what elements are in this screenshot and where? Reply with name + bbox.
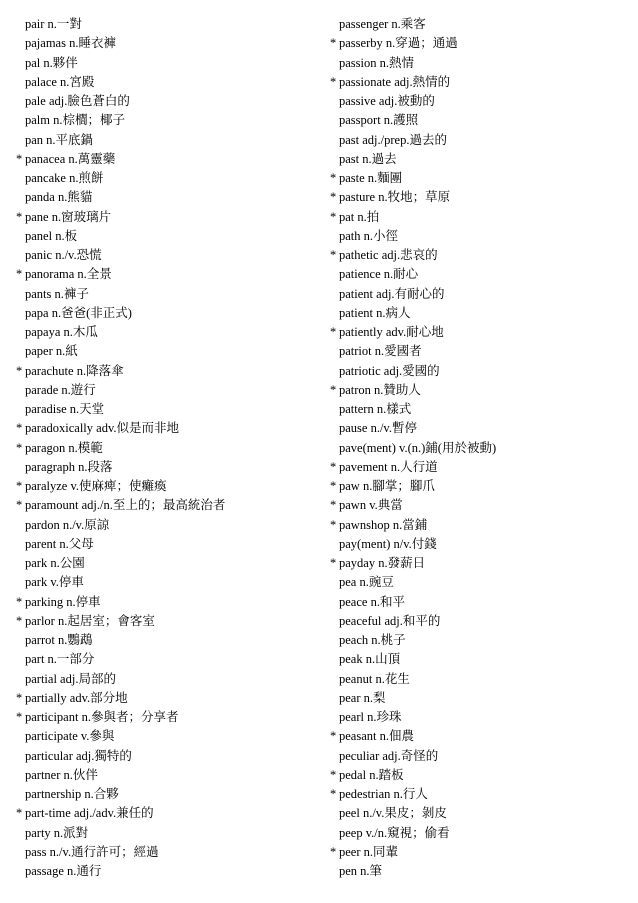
vocab-entry [16, 150, 316, 169]
vocab-text: parachute n.降落傘 [25, 363, 124, 378]
vocab-entry [16, 131, 316, 150]
vocab-text: panorama n.全景 [25, 267, 112, 282]
vocab-text: peak n.山頂 [339, 652, 401, 667]
vocab-entry [330, 342, 630, 361]
vocab-text: patiently adv.耐心地 [339, 325, 444, 339]
vocab-text: paradoxically adv.似是而非地 [25, 421, 180, 436]
vocab-text: pan n.平底鍋 [25, 132, 94, 147]
vocab-entry [330, 516, 630, 535]
vocab-text: peculiar adj.奇怪的 [339, 748, 439, 763]
vocab-text: paragon n.模範 [25, 440, 103, 455]
vocab-entry [330, 631, 630, 650]
vocab-text: passive adj.被動的 [339, 94, 435, 108]
vocab-entry [16, 785, 316, 804]
vocab-entry [330, 573, 630, 592]
vocab-entry [330, 708, 630, 727]
vocab-entry [330, 843, 630, 862]
vocab-text: pen n.筆 [339, 864, 383, 878]
vocab-entry [330, 804, 630, 823]
vocab-entry [16, 824, 316, 843]
vocab-text: pat n.拍 [339, 209, 380, 224]
vocab-entry [16, 843, 316, 862]
vocab-entry [16, 477, 316, 496]
vocab-text: panacea n.萬靈藥 [25, 151, 116, 166]
vocab-text: passport n.護照 [339, 113, 419, 128]
vocab-text: pawn v.典當 [339, 498, 403, 513]
asterisk-marker: * [330, 498, 337, 513]
vocab-text: parlor n.起居室；會客室 [25, 613, 155, 628]
vocab-entry [330, 92, 630, 111]
vocab-text: patient n.病人 [339, 305, 411, 320]
vocab-text: pay(ment) n/v.付錢 [339, 536, 437, 551]
vocab-text: passionate adj.熱情的 [339, 74, 451, 89]
vocab-text: parent n.父母 [25, 536, 94, 551]
vocab-entry [330, 650, 630, 669]
vocab-entry [330, 323, 630, 342]
vocab-entry [330, 285, 630, 304]
vocab-text: partially adv.部分地 [25, 690, 128, 705]
vocab-entry [16, 670, 316, 689]
asterisk-marker: * [330, 325, 337, 339]
vocab-text: pardon n./v.原諒 [25, 517, 110, 532]
vocab-text: pave(ment) v.(n.)鋪(用於被動) [339, 440, 497, 455]
vocab-text: patron n.贊助人 [339, 382, 421, 397]
vocab-entry [16, 92, 316, 111]
vocab-text: pedal n.踏板 [339, 767, 404, 782]
vocab-entry [16, 516, 316, 535]
vocab-text: pearl n.珍珠 [339, 710, 402, 724]
vocab-entry [16, 747, 316, 766]
vocab-entry [330, 535, 630, 554]
vocab-text: past n.過去 [339, 151, 397, 166]
vocab-entry [16, 362, 316, 381]
vocab-entry [16, 573, 316, 592]
vocab-text: panda n.熊貓 [25, 190, 93, 205]
vocab-entry [16, 400, 316, 419]
asterisk-marker: * [16, 363, 23, 378]
vocab-entry [16, 111, 316, 130]
vocab-entry [330, 439, 630, 458]
vocab-text: parade n.遊行 [25, 382, 96, 397]
vocab-text: peel n./v.果皮；剝皮 [339, 806, 447, 821]
vocab-text: pale adj.臉色蒼白的 [25, 94, 130, 108]
vocab-text: part-time adj./adv.兼任的 [25, 806, 154, 821]
vocab-entry [330, 419, 630, 438]
asterisk-marker: * [16, 613, 23, 628]
right-word-column [330, 15, 630, 881]
vocab-entry [16, 593, 316, 612]
vocab-entry [330, 227, 630, 246]
vocab-text: patience n.耐心 [339, 267, 419, 282]
vocab-text: payday n.發薪日 [339, 556, 426, 570]
vocab-entry [330, 400, 630, 419]
left-word-column [16, 15, 316, 881]
asterisk-marker: * [330, 36, 337, 51]
vocab-entry [330, 111, 630, 130]
asterisk-marker: * [16, 594, 23, 609]
vocab-entry [16, 246, 316, 265]
vocab-text: peaceful adj.和平的 [339, 613, 441, 628]
asterisk-marker: * [330, 209, 337, 224]
vocab-text: past adj./prep.過去的 [339, 132, 447, 147]
vocab-entry [16, 285, 316, 304]
asterisk-marker: * [330, 729, 337, 744]
vocab-entry [330, 34, 630, 53]
vocab-entry [330, 824, 630, 843]
asterisk-marker: * [16, 440, 23, 455]
vocab-entry [330, 670, 630, 689]
asterisk-marker: * [330, 787, 337, 801]
vocab-text: pea n.豌豆 [339, 575, 394, 590]
asterisk-marker: * [16, 690, 23, 705]
vocab-text: papa n.爸爸(非正式) [25, 305, 132, 320]
vocab-entry [16, 208, 316, 227]
vocab-entry [330, 188, 630, 207]
vocab-text: passage n.通行 [25, 864, 102, 878]
vocab-entry [16, 54, 316, 73]
vocab-text: pavement n.人行道 [339, 459, 438, 474]
vocab-text: park v.停車 [25, 575, 84, 590]
vocab-entry [16, 265, 316, 284]
vocab-entry [330, 54, 630, 73]
vocab-entry [16, 323, 316, 342]
vocab-text: panic n./v.恐慌 [25, 248, 102, 262]
asterisk-marker: * [16, 209, 23, 224]
vocab-entry [330, 747, 630, 766]
vocab-text: palm n.棕櫚；椰子 [25, 113, 125, 128]
vocab-entry [330, 304, 630, 323]
vocab-text: panel n.板 [25, 228, 78, 243]
vocab-entry [16, 169, 316, 188]
asterisk-marker: * [330, 74, 337, 89]
vocab-entry [330, 15, 630, 34]
asterisk-marker: * [330, 382, 337, 397]
asterisk-marker: * [16, 267, 23, 282]
vocab-entry [16, 227, 316, 246]
vocab-text: partial adj.局部的 [25, 671, 116, 686]
vocab-entry [330, 766, 630, 785]
vocab-entry [330, 689, 630, 708]
vocab-text: peanut n.花生 [339, 671, 410, 686]
vocab-text: pattern n.樣式 [339, 402, 412, 416]
vocab-text: pants n.褲子 [25, 286, 89, 301]
vocab-text: parrot n.鸚鵡 [25, 633, 93, 647]
vocab-text: paper n.紙 [25, 344, 78, 359]
vocab-entry [16, 708, 316, 727]
asterisk-marker: * [330, 459, 337, 474]
vocab-entry [330, 265, 630, 284]
asterisk-marker: * [16, 498, 23, 513]
vocab-entry [16, 458, 316, 477]
vocab-text: paradise n.天堂 [25, 402, 105, 416]
vocab-text: patient adj.有耐心的 [339, 286, 445, 301]
vocab-entry [330, 73, 630, 92]
vocab-text: paste n.麵團 [339, 171, 403, 185]
vocab-text: pawnshop n.當鋪 [339, 517, 428, 532]
vocab-text: pasture n.牧地；草原 [339, 190, 451, 205]
vocab-entry [16, 689, 316, 708]
vocab-entry [16, 342, 316, 361]
vocab-entry [330, 458, 630, 477]
vocab-entry [330, 381, 630, 400]
vocab-entry [330, 612, 630, 631]
asterisk-marker: * [16, 479, 23, 493]
vocab-text: particular adj.獨特的 [25, 748, 132, 763]
vocab-entry [16, 34, 316, 53]
vocab-entry [330, 362, 630, 381]
vocab-text: peach n.桃子 [339, 633, 406, 647]
vocab-entry [330, 150, 630, 169]
vocab-text: paramount adj./n.至上的；最高統治者 [25, 498, 226, 513]
vocab-entry [16, 15, 316, 34]
vocab-text: pair n.一對 [25, 17, 82, 31]
vocab-entry [330, 246, 630, 265]
vocab-text: pedestrian n.行人 [339, 787, 428, 801]
vocab-entry [16, 439, 316, 458]
vocab-entry [330, 131, 630, 150]
vocab-text: pal n.夥伴 [25, 55, 78, 70]
vocab-entry [16, 381, 316, 400]
vocab-entry [16, 631, 316, 650]
vocab-entry [16, 862, 316, 881]
vocab-entry [16, 554, 316, 573]
asterisk-marker: * [16, 151, 23, 166]
vocab-text: passion n.熱情 [339, 55, 415, 70]
vocab-entry [330, 169, 630, 188]
vocab-entry [16, 188, 316, 207]
vocab-text: pause n./v.暫停 [339, 421, 417, 436]
vocab-text: patriot n.愛國者 [339, 344, 422, 359]
vocab-text: pajamas n.睡衣褲 [25, 36, 116, 51]
asterisk-marker: * [16, 806, 23, 821]
asterisk-marker: * [330, 479, 337, 493]
asterisk-marker: * [330, 190, 337, 205]
vocab-text: paw n.腳掌；腳爪 [339, 479, 435, 493]
vocab-text: palace n.宮殿 [25, 74, 95, 89]
vocab-text: pass n./v.通行許可；經過 [25, 844, 159, 859]
vocab-entry [16, 804, 316, 823]
asterisk-marker: * [16, 421, 23, 436]
vocab-entry [16, 612, 316, 631]
vocab-entry [16, 535, 316, 554]
vocab-text: participate v.參與 [25, 729, 115, 744]
vocab-text: pancake n.煎餅 [25, 171, 104, 185]
vocab-text: peep v./n.窺視；偷看 [339, 825, 450, 840]
vocab-text: patriotic adj.愛國的 [339, 363, 440, 378]
asterisk-marker: * [330, 844, 337, 859]
vocab-entry [16, 73, 316, 92]
asterisk-marker: * [330, 767, 337, 782]
vocab-text: peasant n.佃農 [339, 729, 414, 744]
vocab-entry [16, 304, 316, 323]
vocab-text: partner n.伙伴 [25, 767, 98, 782]
vocab-entry [330, 496, 630, 515]
vocab-text: passerby n.穿過；通過 [339, 36, 458, 51]
vocab-text: peer n.同輩 [339, 844, 399, 859]
vocab-text: participant n.參與者；分享者 [25, 710, 179, 724]
vocab-text: pane n.窗玻璃片 [25, 209, 112, 224]
vocab-text: path n.小徑 [339, 228, 399, 243]
asterisk-marker: * [330, 517, 337, 532]
vocab-entry [16, 650, 316, 669]
vocab-entry [330, 785, 630, 804]
vocab-entry [330, 727, 630, 746]
vocab-text: peace n.和平 [339, 594, 405, 609]
vocab-text: parking n.停車 [25, 594, 101, 609]
vocab-text: park n.公園 [25, 556, 85, 570]
vocab-entry [330, 477, 630, 496]
vocab-entry [330, 554, 630, 573]
asterisk-marker: * [330, 248, 337, 262]
vocab-entry [16, 766, 316, 785]
vocab-text: pear n.梨 [339, 690, 386, 705]
vocab-entry [330, 593, 630, 612]
vocab-text: papaya n.木瓜 [25, 325, 98, 339]
vocab-text: part n.一部分 [25, 652, 95, 667]
asterisk-marker: * [330, 556, 337, 570]
vocab-text: partnership n.合夥 [25, 787, 119, 801]
vocab-entry [16, 419, 316, 438]
vocab-text: pathetic adj.悲哀的 [339, 248, 438, 262]
vocab-entry [330, 208, 630, 227]
vocab-text: paragraph n.段落 [25, 459, 113, 474]
asterisk-marker: * [330, 171, 337, 185]
vocab-text: party n.派對 [25, 825, 89, 840]
vocab-entry [16, 727, 316, 746]
vocab-entry [16, 496, 316, 515]
vocab-text: passenger n.乘客 [339, 17, 426, 31]
asterisk-marker: * [16, 710, 23, 724]
vocab-entry [330, 862, 630, 881]
vocab-text: paralyze v.使麻痺；使癱瘓 [25, 479, 167, 493]
